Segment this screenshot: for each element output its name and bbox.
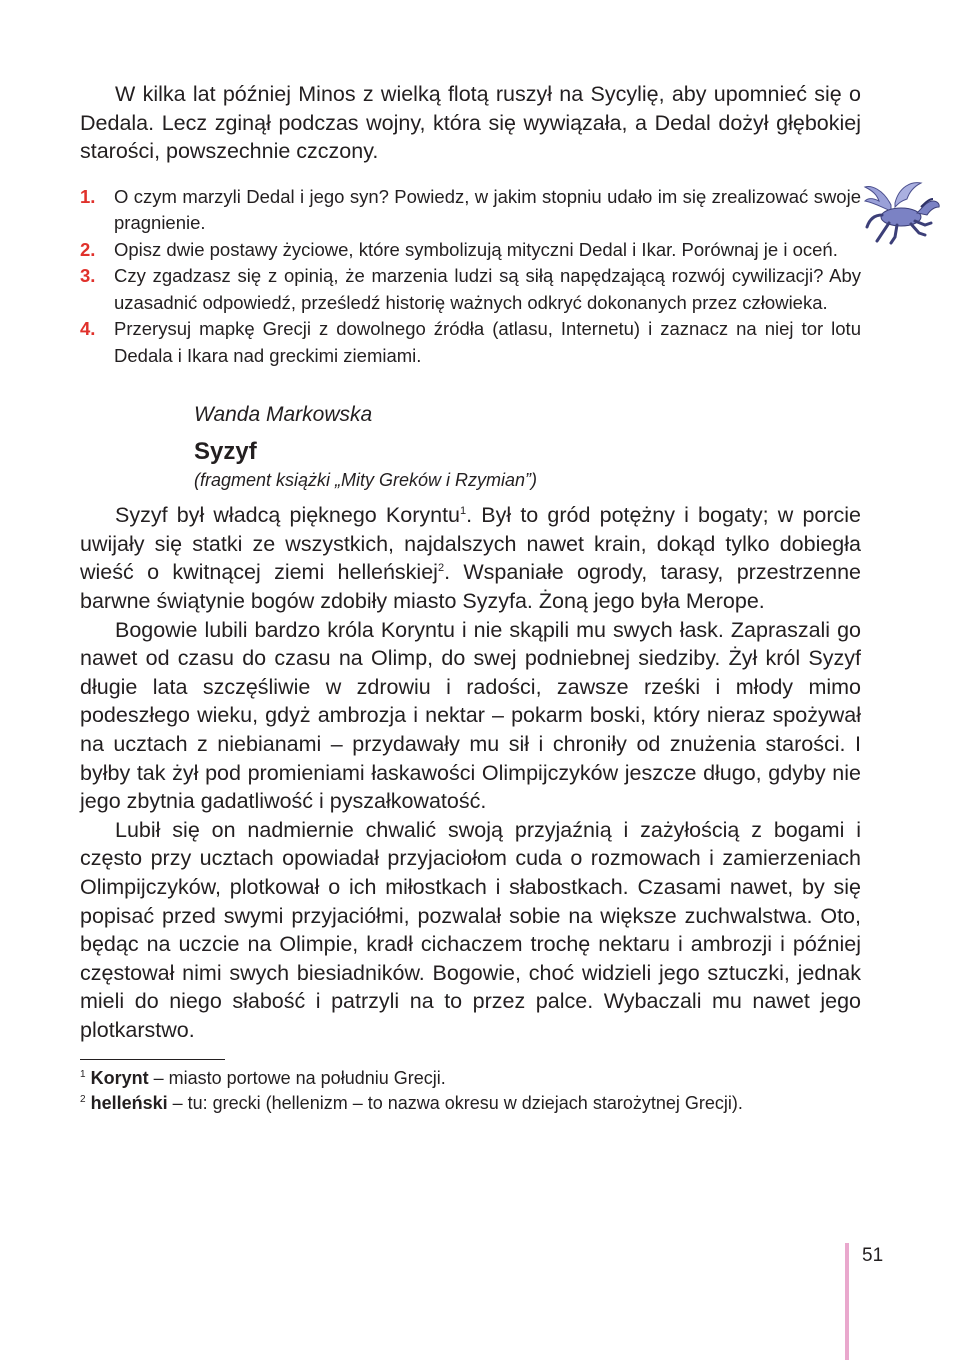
reading-heading	[194, 401, 861, 493]
footnote-term: helleński	[90, 1093, 168, 1114]
reading-subtitle: (fragment książki „Mity Greków i Rzymian”)	[194, 470, 538, 491]
footnote-ref: 2	[437, 562, 445, 575]
question-item	[80, 237, 861, 264]
body-paragraph-2: Bogowie lubili bardzo króla Koryntu i nie skąpili mu swych łask. Zapraszali go nawet od czasu do czasu na Olimp, do swej podniebnej siedziby. Żył król Syzyf długie lata szczęśliwie w zdrowiu i radości, zawsze rześki i młody mimo podeszłego wieku, gdyż ambrozja i nektar – pokarm boski, który nieraz spożywał na ucztach z niebianami – przydawały mu sił i chroniły od znużenia starości. I byłby tak żył pod promieniami łaskawości Olimpijczyków jeszcze długo, gdyby nie jego zbytnia gadatliwość i pyszałkowatość.	[80, 617, 861, 814]
page-margin-bar	[845, 1243, 849, 1360]
body-paragraph-1: Syzyf był władcą pięknego Koryntu$^1$. Był to gród potężny i bogaty; w porcie uwijały się statki ze wszystkich, najdalszych nawet krain, dokąd tylko dobiegła wieść o kwitnącej ziemi helleńskiej$^2$. Wspaniałe ogrody, tarasy, przestrzenne barwne świątynie bogów zdobiły miasto Syzyfa. Żoną jego była Merope.	[80, 503, 862, 614]
question-text: Czy zgadzasz się z opinią, że marzenia ludzi są siłą napędzającą rozwój cywilizacji? Aby uzasadnić odpowiedź, prześledź historię ważnych odkryć dokonanych przez człowieka.	[114, 265, 861, 313]
question-text: Przerysuj mapkę Grecji z dowolnego źródła (atlasu, Internetu) i zaznacz na niej tor lotu Dedala i Ikara nad greckimi ziemiami.	[114, 318, 861, 366]
question-number: 3.	[80, 265, 96, 287]
body-paragraph-3: Lubił się on nadmiernie chwalić swoją przyjaźnią i zażyłością z bogami i często przy ucztach opowiadał przyjaciołom cuda o rozmowach i zamierzeniach Olimpijczyków, plotkował o ich miłostkach i słabostkach. Czasami nawet, by się popisać przed swymi przyjaciółmi, pozwalał sobie na większe zuchwalstwa. Oto, będąc na uczcie na Olimpie, kradł cichaczem trochę nektaru i ambrozji i później częstował nimi swych biesiadników. Bogowie, choć widzieli jego sztuczki, jednak mieli do niego słabość i patrzyli na to przez palce. Wybaczali mu nawet jego plotkarstwo.	[80, 817, 861, 1042]
footnote-term: Korynt	[90, 1067, 149, 1088]
intro-paragraph: W kilka lat później Minos z wielką flotą ruszył na Sycylię, aby upomnieć się o Dedala. Lecz zginął podczas wojny, która się wywiązała, a Dedal dożył głębokiej starości, powszechnie czczony.	[80, 82, 861, 164]
footnote-ref: 1	[460, 505, 467, 518]
question-list	[80, 184, 861, 370]
question-number: 1.	[80, 185, 96, 207]
question-text: Opisz dwie postawy życiowe, które symbolizują mityczni Dedal i Ikar. Porównaj je i oceń.	[114, 238, 838, 260]
question-number: 2.	[80, 238, 96, 260]
footnote: $^1$ Korynt – miasto portowe na południu Grecji.	[80, 1067, 446, 1088]
page-content	[80, 80, 861, 1117]
pegasus-icon	[861, 181, 945, 247]
author-name: Wanda Markowska	[194, 403, 373, 427]
question-number: 4.	[80, 318, 96, 340]
footnote-divider	[80, 1059, 225, 1060]
question-item	[80, 184, 861, 237]
question-text: O czym marzyli Dedal i jego syn? Powiedz, w jakim stopniu udało im się zrealizować swoje pragnienie.	[114, 185, 861, 234]
question-item	[80, 316, 861, 369]
reading-title: Syzyf	[194, 438, 257, 466]
footnote: $^2$ helleński – tu: grecki (hellenizm – to nazwa okresu w dziejach starożytnej Grecji).	[80, 1093, 743, 1114]
question-item	[80, 263, 861, 316]
page-number: 51	[862, 1245, 884, 1266]
